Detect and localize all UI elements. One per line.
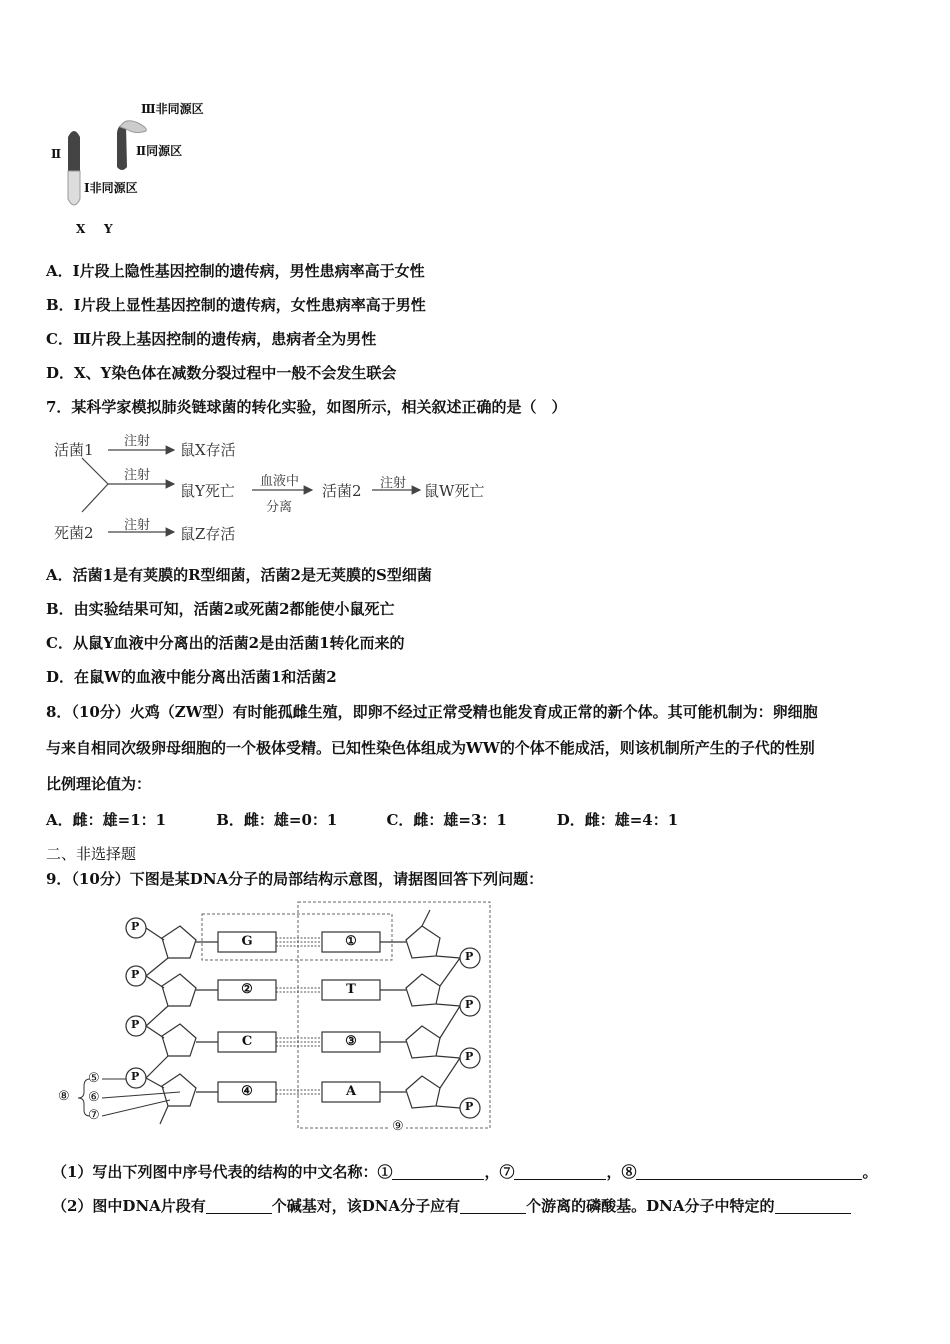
q9-sub1-text: （1）写出下列图中序号代表的结构的中文名称：① — [52, 1163, 393, 1181]
right-base-4: A — [345, 1084, 357, 1099]
flow-mouse-y: 鼠Y死亡 — [180, 482, 235, 500]
q9-sub2 — [52, 1196, 851, 1216]
chromosome-figure — [40, 95, 240, 245]
q7-option-d: D．在鼠W的血液中能分离出活菌1和活菌2 — [46, 668, 337, 686]
q7-option-c: C．从鼠Y血液中分离出的活菌2是由活菌1转化而来的 — [46, 634, 405, 652]
label-y: Y — [104, 222, 113, 236]
answer-blank-phosphate[interactable] — [460, 1197, 526, 1214]
left-base-3: C — [241, 1034, 253, 1049]
y-chromosome-dark — [117, 125, 127, 170]
q9-sub2-a: （2）图中DNA片段有 — [52, 1197, 206, 1215]
right-base-2: T — [346, 982, 356, 997]
q8-option-c: C．雌：雄=3：1 — [386, 811, 507, 829]
label-x: X — [76, 222, 86, 236]
answer-blank-8[interactable] — [636, 1163, 862, 1180]
phosphate-label: P — [465, 1050, 474, 1063]
q7-option-b: B．由实验结果可知，活菌2或死菌2都能使小鼠死亡 — [46, 600, 395, 618]
left-base-1: G — [241, 934, 253, 949]
flow-inject-1: 注射 — [124, 434, 151, 449]
flow-inject-2: 注射 — [124, 468, 151, 483]
phosphate-label: P — [131, 1070, 140, 1083]
answer-blank-1[interactable] — [392, 1163, 484, 1180]
flow-blood-bottom: 分离 — [266, 500, 293, 515]
answer-blank-pairs[interactable] — [206, 1197, 272, 1214]
q6-option-c: C．Ⅲ片段上基因控制的遗传病，患病者全为男性 — [46, 330, 377, 348]
phosphate-label: P — [131, 920, 140, 933]
right-base-1: ① — [345, 934, 357, 949]
q8-options — [46, 810, 678, 830]
left-base-2: ② — [241, 982, 253, 997]
label-region3: Ⅲ非同源区 — [141, 102, 204, 116]
flow-blood-top: 血液中 — [260, 474, 300, 489]
label-8: ⑧ — [58, 1089, 70, 1104]
hydrogen-bonds — [276, 938, 322, 1094]
flow-live2: 活菌2 — [322, 482, 362, 500]
q8-option-d: D．雌：雄=4：1 — [556, 811, 679, 829]
phosphate-label: P — [465, 950, 474, 963]
q8-line-3: 比例理论值为： — [46, 775, 152, 793]
x-chromosome-light — [68, 171, 80, 205]
flow-mouse-w: 鼠W死亡 — [424, 482, 485, 500]
phosphate-label: P — [465, 1100, 474, 1113]
flow-dead2: 死菌2 — [54, 524, 94, 542]
phosphate-label: P — [131, 1018, 140, 1031]
section-title: 二、非选择题 — [46, 845, 137, 863]
merge-line-bottom — [82, 484, 108, 512]
chromosome-drawing — [40, 95, 240, 245]
right-base-3: ③ — [345, 1034, 357, 1049]
label-region2: Ⅱ同源区 — [136, 144, 183, 158]
flow-inject-4: 注射 — [124, 518, 151, 533]
phosphate-circles — [126, 918, 480, 1118]
flow-mouse-z: 鼠Z存活 — [180, 525, 236, 543]
q8-line-1: 8．（10分）火鸡（ZW型）有时能孤雌生殖，即卵不经过正常受精也能发育成正常的新个体。其可能机制为：卵细胞 — [46, 703, 818, 721]
q7-flow-diagram — [50, 428, 510, 548]
q9-sub1-sep1: ，⑦ — [484, 1163, 515, 1181]
q6-option-d: D．X、Y染色体在减数分裂过程中一般不会发生联会 — [46, 364, 397, 382]
label-7: ⑦ — [88, 1108, 100, 1123]
label-5: ⑤ — [88, 1071, 100, 1086]
q8-option-a: A．雌：雄=1：1 — [46, 811, 167, 829]
x-chromosome-dark — [68, 131, 80, 171]
q8-option-b: B．雌：雄=0：1 — [216, 811, 338, 829]
label-9: ⑨ — [392, 1119, 404, 1134]
dna-drawing — [50, 896, 500, 1138]
q9-stem: 9．（10分）下图是某DNA分子的局部结构示意图，请据图回答下列问题： — [46, 870, 544, 888]
answer-blank-7[interactable] — [514, 1163, 606, 1180]
label-region1: Ⅰ非同源区 — [84, 181, 138, 195]
q7-stem: 7．某科学家模拟肺炎链球菌的转化实验，如图所示，相关叙述正确的是（ ） — [46, 398, 567, 416]
left-strand — [146, 926, 218, 1124]
answer-blank-specific[interactable] — [775, 1197, 851, 1214]
q9-sub1 — [52, 1162, 878, 1182]
q7-option-a: A．活菌1是有荚膜的R型细菌，活菌2是无荚膜的S型细菌 — [46, 566, 432, 584]
q6-option-a: A．Ⅰ片段上隐性基因控制的遗传病，男性患病率高于女性 — [46, 262, 425, 280]
merge-line-top — [82, 458, 108, 484]
flow-live1: 活菌1 — [54, 441, 94, 459]
flow-mouse-x: 鼠X存活 — [180, 441, 236, 459]
q8-line-2: 与来自相同次级卵母细胞的一个极体受精。已知性染色体组成为WW的个体不能成活，则该机制所产生的子代的性别 — [46, 739, 815, 757]
phosphate-label: P — [131, 968, 140, 981]
q6-option-b: B．Ⅰ片段上显性基因控制的遗传病，女性患病率高于男性 — [46, 296, 426, 314]
phosphate-label: P — [465, 998, 474, 1011]
q9-sub1-sep2: ，⑧ — [606, 1163, 637, 1181]
dna-diagram — [50, 896, 500, 1138]
label-roman2: Ⅱ — [51, 147, 62, 161]
q9-sub2-b: 个碱基对，该DNA分子应有 — [271, 1197, 461, 1215]
base-boxes — [218, 932, 380, 1102]
left-base-4: ④ — [241, 1084, 253, 1099]
q9-sub1-end: 。 — [862, 1163, 878, 1181]
flow-inject-3: 注射 — [380, 476, 407, 491]
q9-sub2-c: 个游离的磷酸基。DNA分子中特定的 — [526, 1197, 775, 1215]
label-6: ⑥ — [88, 1090, 100, 1105]
